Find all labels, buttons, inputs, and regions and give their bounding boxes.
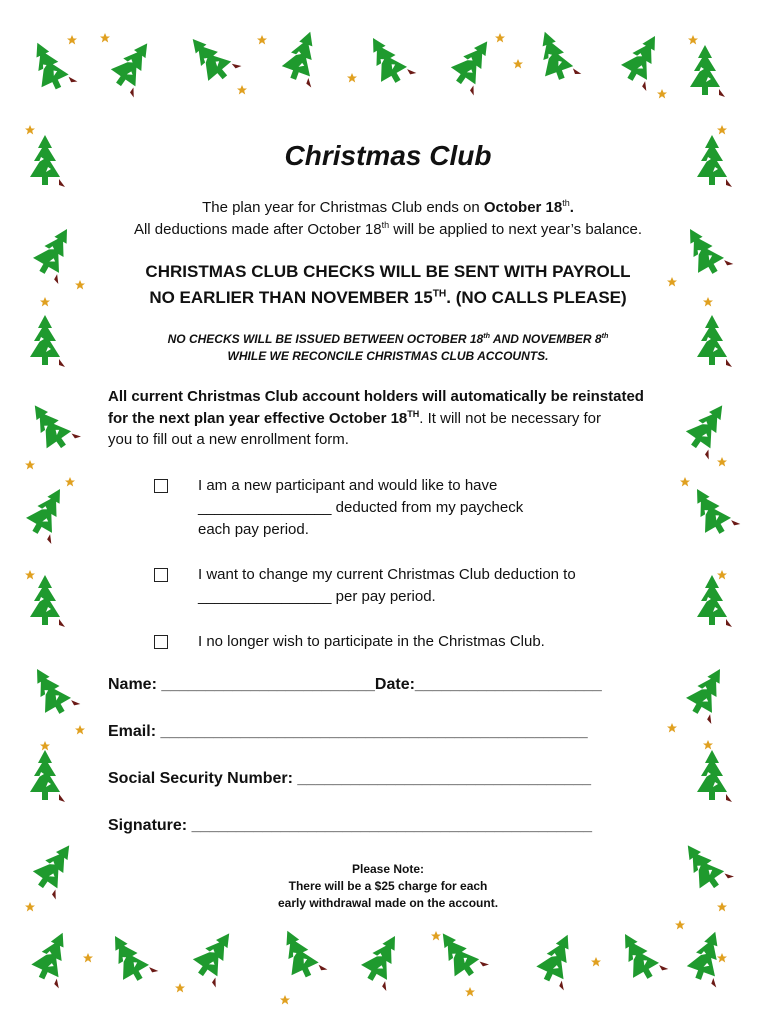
star-icon (40, 297, 50, 307)
option-withdraw-line: I no longer wish to participate in the Christmas Club. (198, 633, 545, 650)
withdraw-checkbox[interactable] (154, 635, 168, 649)
star-icon (717, 953, 727, 963)
star-icon (25, 902, 35, 912)
checks-notice-line-1: CHRISTMAS CLUB CHECKS WILL BE SENT WITH PAYROLL (145, 262, 631, 281)
option-new-line-2: ________________ deducted from my paycheck (198, 499, 524, 516)
tree-icon (697, 575, 732, 627)
tree-icon (23, 394, 81, 457)
tree-icon (697, 315, 732, 367)
star-icon (717, 125, 727, 135)
tree-icon (676, 834, 734, 897)
star-icon (717, 902, 727, 912)
tree-icon (30, 135, 65, 187)
option-change-line-1: I want to change my current Christmas Club deduction to (198, 566, 576, 583)
star-icon (675, 920, 685, 930)
tree-icon (27, 926, 81, 988)
star-icon (717, 570, 727, 580)
no-checks-line-1: NO CHECKS WILL BE ISSUED BETWEEN OCTOBER 18th AND NOVEMBER 8th (167, 331, 609, 346)
checks-notice-line-2: NO EARLIER THAN NOVEMBER 15TH. (NO CALLS PLEASE) (149, 288, 627, 307)
reinstate-line-3: you to fill out a new enrollment form. (108, 431, 349, 448)
star-icon (25, 570, 35, 580)
signature-field[interactable]: Signature: _____________________________________________ (108, 817, 592, 834)
star-icon (83, 953, 93, 963)
star-icon (65, 477, 75, 487)
tree-icon (24, 659, 80, 722)
page-title: Christmas Club (284, 140, 492, 171)
plan-year-line: The plan year for Christmas Club ends on October 18th. (202, 198, 574, 216)
reinstate-line-2: for the next plan year effective October 18TH. It will not be necessary for (108, 409, 602, 427)
star-icon (40, 741, 50, 751)
tree-icon (30, 750, 65, 802)
tree-icon (680, 397, 738, 460)
star-icon (703, 297, 713, 307)
form-content (108, 0, 668, 1024)
deductions-line: All deductions made after October 18th will be applied to next year’s balance. (133, 220, 643, 238)
name-date-field[interactable]: Name: ________________________Date:_____________________ (108, 676, 602, 693)
tree-icon (28, 222, 84, 285)
tree-icon (677, 219, 733, 282)
option-change-line-2: ________________ per pay period. (198, 588, 436, 605)
tree-icon (30, 575, 65, 627)
tree-icon (30, 315, 65, 367)
star-icon (75, 725, 85, 735)
option-new-line-3: each pay period. (198, 521, 309, 538)
star-icon (688, 35, 698, 45)
star-icon (717, 457, 727, 467)
tree-icon (681, 662, 737, 725)
tree-icon (697, 135, 732, 187)
tree-icon (697, 750, 732, 802)
star-icon (667, 277, 677, 287)
tree-icon (21, 482, 77, 545)
star-icon (67, 35, 77, 45)
new-participant-checkbox[interactable] (154, 479, 168, 493)
tree-icon (690, 45, 725, 97)
note-heading: Please Note: (351, 862, 425, 876)
star-icon (25, 125, 35, 135)
note-line-2: There will be a $25 charge for each (288, 879, 488, 893)
tree-icon (24, 34, 78, 96)
email-field[interactable]: Email: ________________________________________________ (108, 723, 588, 740)
star-icon (667, 723, 677, 733)
option-new-line-1: I am a new participant and would like to have (198, 477, 498, 494)
star-icon (75, 280, 85, 290)
star-icon (703, 740, 713, 750)
star-icon (680, 477, 690, 487)
no-checks-line-2: WHILE WE RECONCILE CHRISTMAS CLUB ACCOUNTS. (227, 349, 549, 363)
note-line-3: early withdrawal made on the account. (277, 896, 499, 910)
ssn-field[interactable]: Social Security Number: _________________________________ (108, 770, 592, 787)
tree-icon (27, 837, 85, 900)
star-icon (25, 460, 35, 470)
tree-icon (684, 479, 740, 542)
change-deduction-checkbox[interactable] (154, 568, 168, 582)
reinstate-line-1: All current Christmas Club account holders will automatically be reinstated (108, 388, 644, 405)
tree-icon (683, 927, 734, 988)
